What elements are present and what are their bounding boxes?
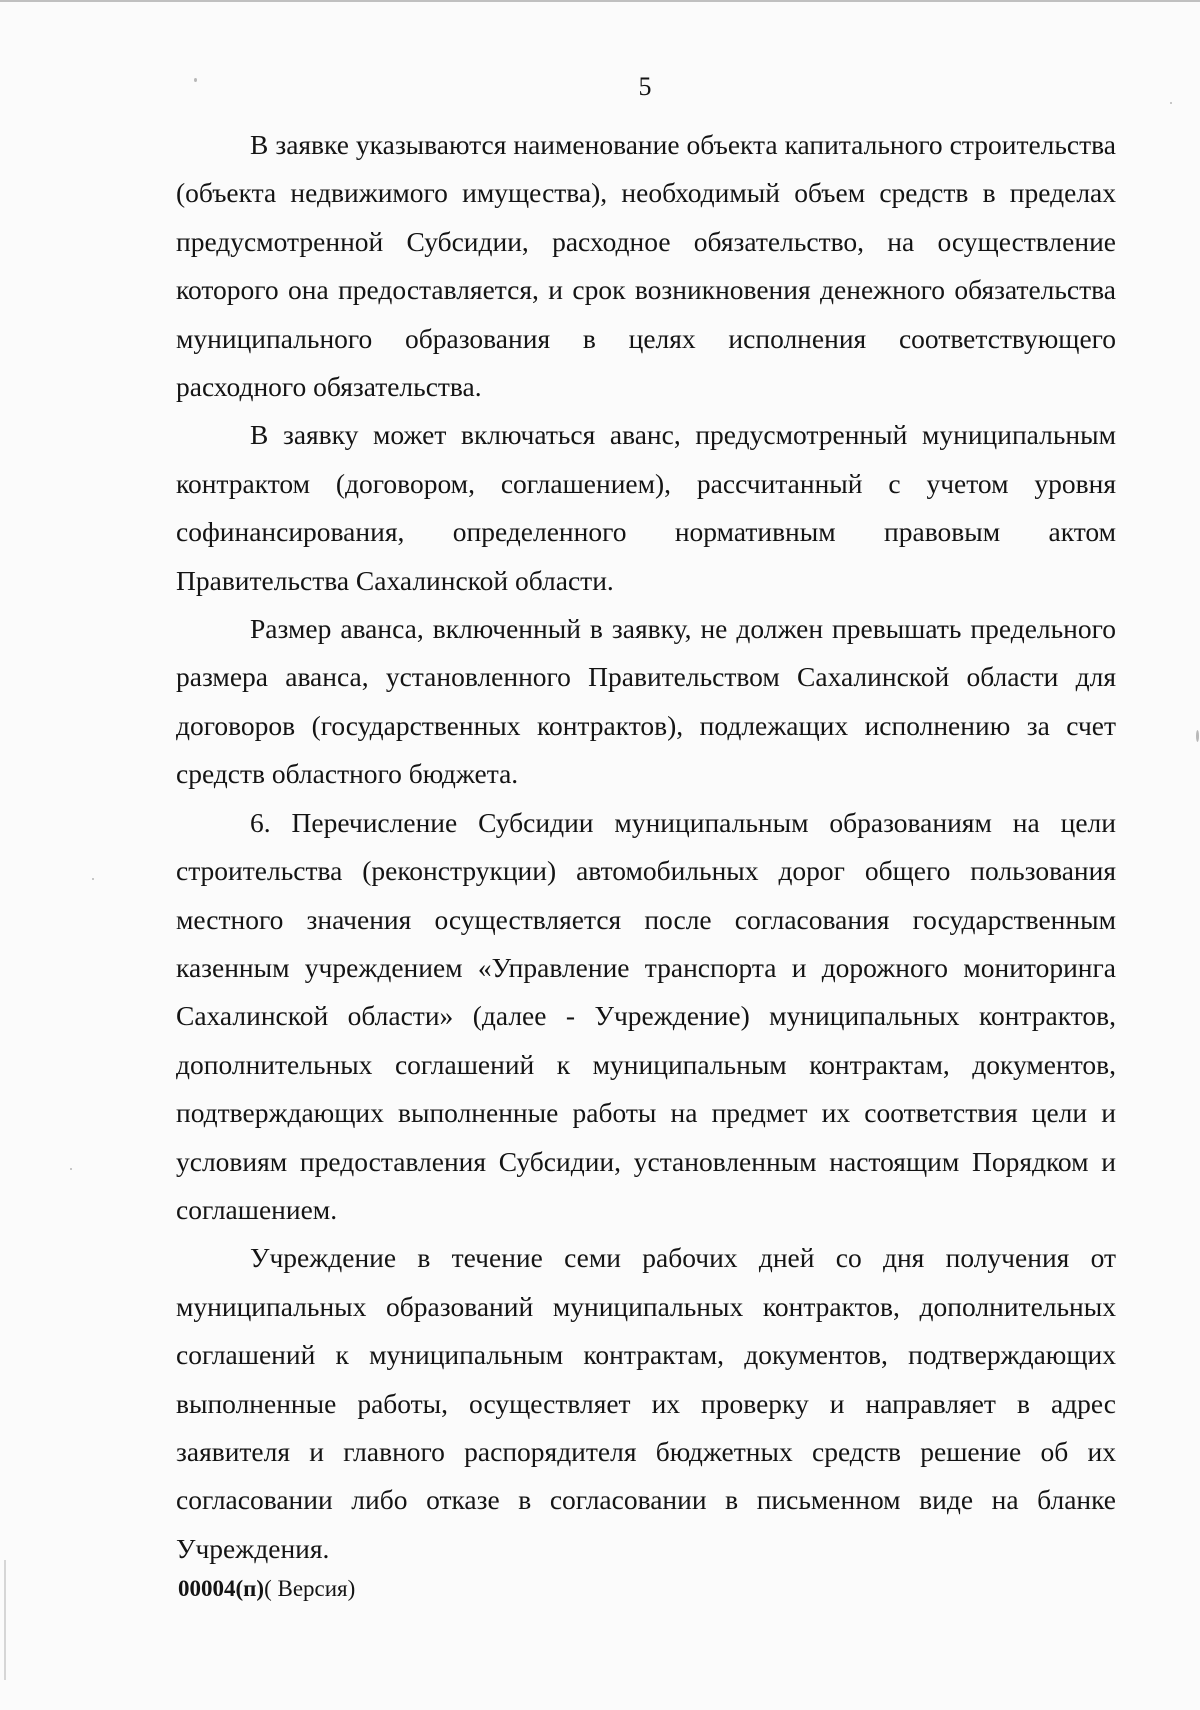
- paragraph-subsidy-transfer: 6. Перечисление Субсидии муниципальным образованиям на цели строительства (реконструкции) автомобильных дорог общего пользования местного значения осуществляется после согласования государственным казенным учреждением «Управление транспорта и дорожного мониторинга Сахалинской области» (далее - Учреждение) муниципальных контрактов, дополнительных соглашений к муниципальным контрактам, документов, подтверждающих выполненные работы на предмет их соответствия цели и условиям предоставления Субсидии, установленным настоящим Порядком и соглашением.: [176, 806, 1116, 1225]
- footer-version: ( Версия): [264, 1576, 356, 1601]
- paragraph-advance-inclusion: В заявку может включаться аванс, предусмотренный муниципальным контрактом (договором, соглашением), рассчитанный с учетом уровня софинансирования, определенного нормативным правовым актом Правительства Сахалинской области.: [176, 419, 1116, 596]
- paragraph-institution-review: Учреждение в течение семи рабочих дней со дня получения от муниципальных образований муниципальных контрактов, дополнительных соглашений к муниципальным контрактам, документов, подтверждающих выполненные работы, осуществляет их проверку и направляет в адрес заявителя и главного распорядителя бюджетных средств решение об их согласовании либо отказе в согласовании в письменном виде на бланке Учреждения.: [176, 1242, 1116, 1564]
- scan-speck: [92, 878, 94, 880]
- scan-speck: [4, 1560, 6, 1680]
- document-body: [176, 121, 1116, 1573]
- footer-document-code: [178, 1575, 355, 1603]
- scan-speck: [1196, 730, 1199, 742]
- paragraph-application-contents: В заявке указываются наименование объекта капитального строительства (объекта недвижимого имущества), необходимый объем средств в пределах предусмотренной Субсидии, расходное обязательство, на осуществление которого она предоставляется, и срок возникновения денежного обязательства муниципального образования в целях исполнения соответствующего расходного обязательства.: [176, 129, 1116, 403]
- scan-speck: [194, 78, 197, 82]
- scan-top-edge: [0, 0, 1200, 2]
- scan-speck: [70, 1168, 72, 1170]
- page-number: 5: [638, 72, 652, 101]
- footer-code-number: 00004(п): [178, 1576, 265, 1601]
- scan-speck: [1170, 102, 1172, 104]
- paragraph-advance-limit: Размер аванса, включенный в заявку, не должен превышать предельного размера аванса, установленного Правительством Сахалинской области для договоров (государственных контрактов), подлежащих исполнению за счет средств областного бюджета.: [176, 613, 1116, 790]
